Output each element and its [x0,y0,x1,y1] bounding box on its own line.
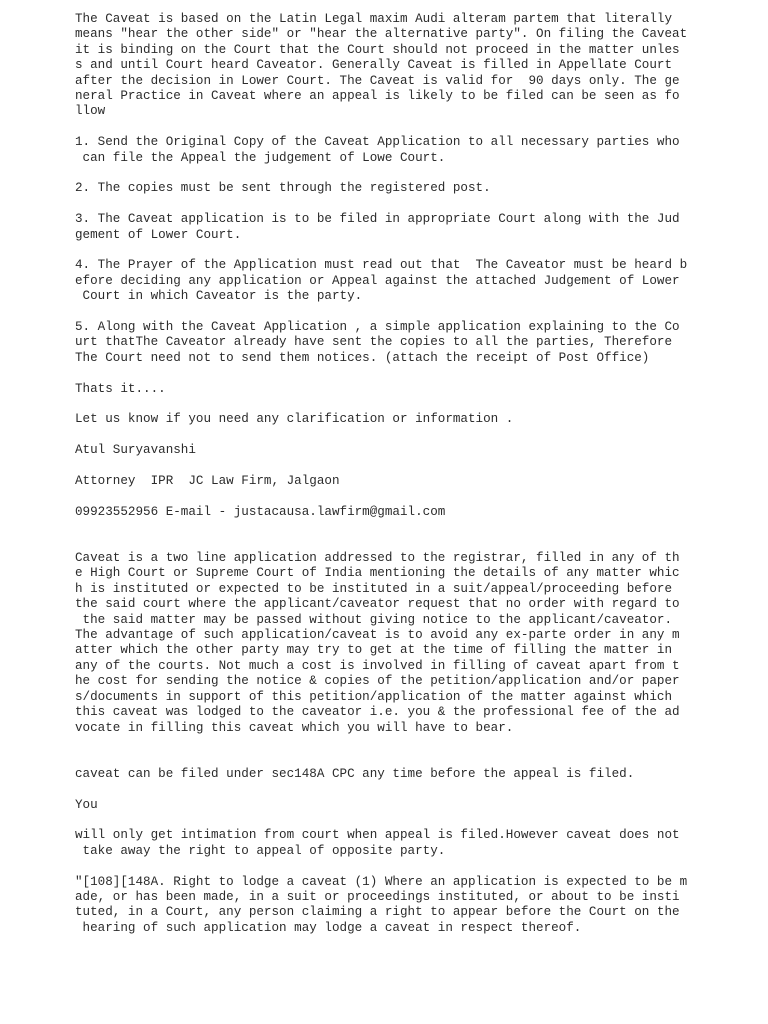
paragraph [75,474,755,489]
text-line: The Caveat is based on the Latin Legal maxim Audi alteram partem that literally [75,12,673,26]
paragraph [75,12,755,120]
paragraph [75,798,755,813]
text-line: You [75,797,98,812]
text-line: llow [75,104,106,119]
text-line: this caveat was lodged to the caveator i.e. you & the professional fee of the ad [75,705,680,720]
text-line: s/documents in support of this petition/application of the matter against which [75,689,673,704]
text-line: Caveat is a two line application addressed to the registrar, filled in any of th [75,551,680,566]
text-line: Attorney IPR JC Law Firm, Jalgaon [75,474,340,489]
text-line: means "hear the other side" or "hear the alternative party". On filing the Caveat [75,27,688,42]
text-line: h is instituted or expected to be instituted in a suit/appeal/proceeding before [75,581,673,596]
text-line: neral Practice in Caveat where an appeal is likely to be filed can be seen as fo [75,89,680,104]
text-line: 3. The Caveat application is to be filed in appropriate Court along with the Jud [75,212,680,227]
text-line: 2. The copies must be sent through the registered post. [75,181,491,196]
document-page [75,12,755,952]
paragraph [75,258,755,304]
text-line: gement of Lower Court. [75,227,242,242]
text-line: Atul Suryavanshi [75,443,196,458]
paragraph [75,412,755,427]
paragraph [75,212,755,243]
text-line: Court in which Caveator is the party. [75,289,363,304]
text-line: after the decision in Lower Court. The Caveat is valid for 90 days only. The ge [75,73,680,88]
paragraph [75,505,755,520]
text-line: Thats it.... [75,381,166,396]
paragraph [75,135,755,166]
text-line: s and until Court heard Caveator. Generally Caveat is filled in Appellate Court [75,58,673,73]
paragraph [75,875,755,937]
text-line: caveat can be filed under sec148A CPC any time before the appeal is filed. [75,766,635,781]
text-line: 5. Along with the Caveat Application , a simple application explaining to the Co [75,320,680,335]
text-line: take away the right to appeal of opposite party. [75,843,446,858]
text-line: 09923552956 E-mail - justacausa.lawfirm@gmail.com [75,504,446,519]
text-line: 1. Send the Original Copy of the Caveat Application to all necessary parties who [75,135,680,150]
text-line: e High Court or Supreme Court of India mentioning the details of any matter whic [75,566,680,581]
text-line: it is binding on the Court that the Court should not proceed in the matter unles [75,42,680,57]
paragraph [75,828,755,859]
text-line: atter which the other party may try to get at the time of filling the matter in [75,643,673,658]
text-line: he cost for sending the notice & copies of the petition/application and/or paper [75,674,680,689]
text-line: urt thatThe Caveator already have sent the copies to all the parties, Therefore [75,335,673,350]
text-line: vocate in filling this caveat which you will have to bear. [75,720,514,735]
paragraph [75,443,755,458]
paragraph [75,551,755,736]
text-line: ade, or has been made, in a suit or proceedings instituted, or about to be insti [75,889,680,904]
text-line: The Court need not to send them notices. (attach the receipt of Post Office) [75,350,650,365]
text-line: the said court where the applicant/caveator request that no order with regard to [75,597,680,612]
text-line: "[108][148A. Right to lodge a caveat (1) Where an application is expected to be m [75,874,688,889]
paragraph [75,320,755,366]
text-line: 4. The Prayer of the Application must read out that The Caveator must be heard b [75,258,688,273]
text-line: the said matter may be passed without giving notice to the applicant/caveator. [75,612,673,627]
text-line: tuted, in a Court, any person claiming a right to appear before the Court on the [75,905,680,920]
text-line: will only get intimation from court when appeal is filed.However caveat does not [75,828,680,843]
text-line: efore deciding any application or Appeal against the attached Judgement of Lower [75,273,680,288]
text-line: Let us know if you need any clarification or information . [75,412,514,427]
text-line: hearing of such application may lodge a caveat in respect thereof. [75,920,582,935]
text-line: The advantage of such application/caveat is to avoid any ex-parte order in any m [75,628,680,643]
text-line: any of the courts. Not much a cost is involved in filling of caveat apart from t [75,658,680,673]
paragraph [75,181,755,196]
text-line: can file the Appeal the judgement of Lowe Court. [75,150,446,165]
paragraph [75,382,755,397]
paragraph [75,767,755,782]
